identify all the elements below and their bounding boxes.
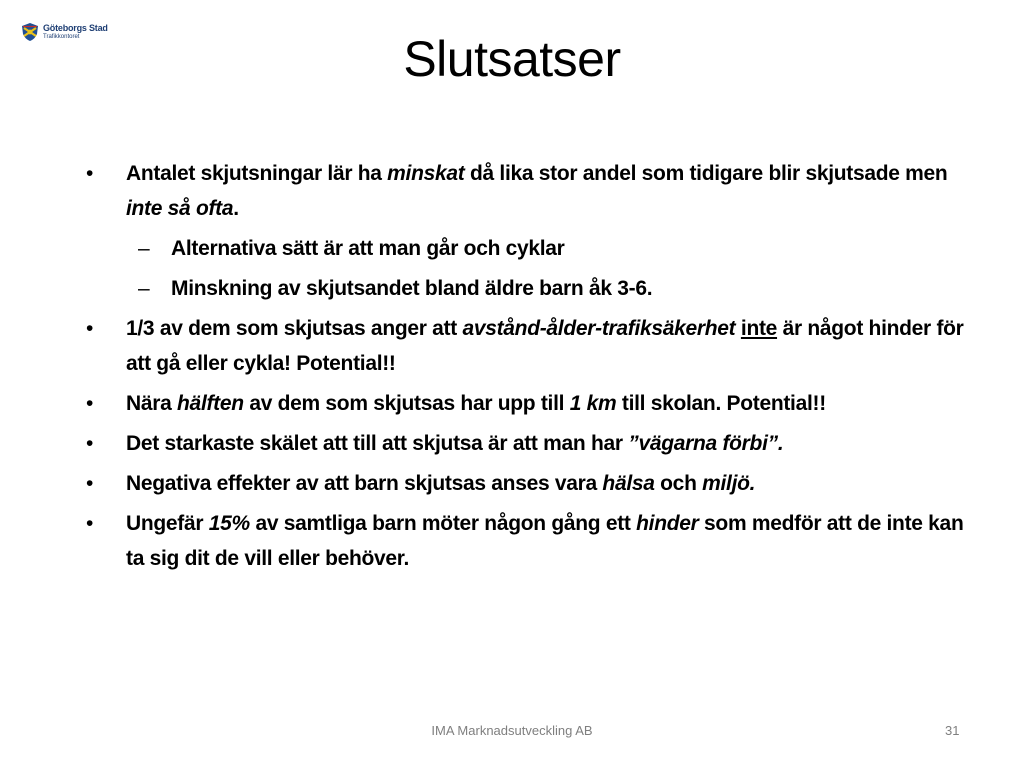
- bullet-text: Negativa effekter av att barn skjutsas anses vara hälsa och miljö.: [126, 472, 756, 495]
- bullet-item: [86, 466, 986, 501]
- slide-title: Slutsatser: [403, 31, 621, 87]
- logo-name: Göteborgs Stad: [43, 23, 108, 33]
- bullet-text: Ungefär 15% av samtliga barn möter någon gång ett hinder som medför att de inte kan ta sig dit de vill eller behöver.: [126, 512, 964, 570]
- bullet-item: [86, 506, 986, 576]
- bullet-text: Nära hälften av dem som skjutsas har upp till 1 km till skolan. Potential!!: [126, 392, 826, 415]
- logo-subtitle: Trafikkontoret: [43, 34, 80, 40]
- bullet-text: Det starkaste skälet att till att skjutsa är att man har ”vägarna förbi”.: [126, 432, 784, 455]
- page-number: 31: [945, 723, 960, 738]
- bullet-item: [86, 311, 986, 381]
- slide-content: [86, 156, 986, 581]
- bullet-marker: •: [86, 392, 94, 415]
- bullet-marker: •: [86, 162, 94, 185]
- bullet-item: [86, 386, 986, 421]
- bullet-item: [86, 426, 986, 461]
- bullet-item: [86, 156, 986, 226]
- bullet-marker: •: [86, 512, 94, 535]
- sub-bullet-text: Alternativa sätt är att man går och cyklar: [171, 237, 565, 260]
- bullet-marker: •: [86, 432, 94, 455]
- sub-bullet-text: Minskning av skjutsandet bland äldre barn åk 3-6.: [171, 277, 653, 300]
- bullet-text: Antalet skjutsningar lär ha minskat då lika stor andel som tidigare blir skjutsade men inte så ofta.: [126, 162, 948, 220]
- sub-bullet-item: [86, 231, 986, 266]
- footer-text: IMA Marknadsutveckling AB: [431, 723, 593, 738]
- bullet-marker: •: [86, 472, 94, 495]
- dash-marker: –: [138, 237, 150, 260]
- sub-bullet-item: [86, 271, 986, 306]
- bullet-marker: •: [86, 317, 94, 340]
- bullet-text: 1/3 av dem som skjutsas anger att avstånd-ålder-trafiksäkerhet inte är något hinder för att gå eller cykla! Potential!!: [126, 317, 964, 375]
- dash-marker: –: [138, 277, 150, 300]
